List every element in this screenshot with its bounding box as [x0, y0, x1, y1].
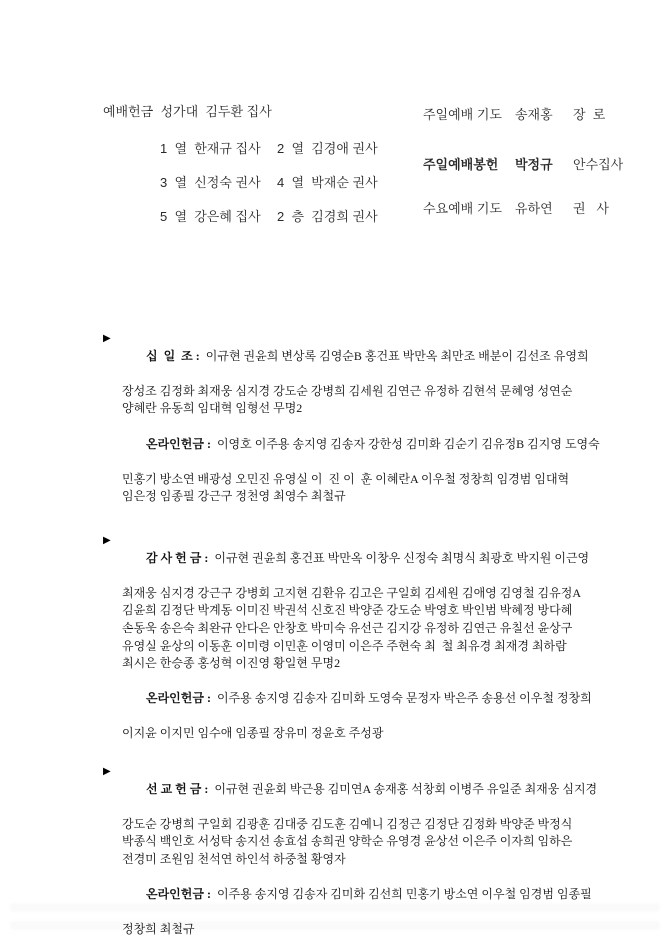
- online-offering-label: 온라인헌금 :: [146, 887, 211, 902]
- service-role-name: 유하연: [515, 201, 553, 216]
- triangle-bullet-icon: ▶: [103, 766, 111, 778]
- bleed-smudge: [10, 921, 660, 930]
- duty-cell: 3 열 신정숙 권사: [160, 175, 261, 190]
- names-text: 이규현 권윤희 변상록 김영순B 홍건표 박만옥 최만조 배분이 김선조 유영희: [205, 348, 589, 363]
- offering-duty-row: [160, 206, 378, 225]
- duty-cell: 1 열 한재규 집사: [160, 141, 261, 156]
- section-title: 선 교 헌 금 :: [146, 781, 209, 796]
- service-role-row: [423, 198, 609, 217]
- names-line: [122, 763, 623, 816]
- service-role-row: [423, 154, 623, 173]
- service-role-label: 수요예배 기도: [423, 201, 502, 216]
- offering-duty-title: 예배헌금 성가대 김두환 집사: [103, 104, 272, 119]
- section-tithe: [103, 330, 623, 506]
- names-text: 이영호 이주용 송지영 김송자 강한성 김미화 김순기 김유정B 김지영 도영숙: [216, 436, 600, 451]
- duty-cell: 2 층 김경희 권사: [277, 209, 378, 224]
- offering-duty-row: [160, 172, 378, 191]
- online-offering-label: 온라인헌금 :: [146, 691, 211, 706]
- names-line: 최시은 한승종 홍성혁 이진영 황일현 무명2: [122, 656, 341, 671]
- online-names-line: 임은정 임종필 강근구 정천영 최영수 최철규: [122, 489, 346, 504]
- service-role-title: 안수집사: [573, 157, 624, 172]
- names-line: [122, 532, 623, 585]
- names-line: 김윤희 김정단 박계동 이미진 박권석 신호진 박양준 강도순 박영호 박인범 박혜정 방다혜: [122, 603, 573, 618]
- names-line: 유영실 윤상의 이동훈 이미령 이민훈 이영미 이은주 주현숙 최 철 최유경 최재경 최하람: [122, 638, 567, 653]
- names-line: [122, 330, 623, 383]
- online-names-line: [122, 673, 623, 726]
- online-names-line: 민홍기 방소연 배광성 오민진 유영실 이 진 이 훈 이혜란A 이우철 정창희 임경범 임대혁: [122, 471, 570, 486]
- names-text: 이주용 송지영 김송자 김미화 도영숙 문정자 박은주 송용선 이우철 정창희: [216, 691, 592, 706]
- names-text: 이규현 권윤희 홍건표 박만옥 이창우 신정숙 최명식 최광호 박지원 이근영: [214, 550, 590, 565]
- service-role-name: 송재홍: [515, 107, 553, 122]
- online-offering-label: 온라인헌금 :: [146, 436, 211, 451]
- service-role-label: 주일예배 기도: [423, 107, 502, 122]
- offering-duty-row: [160, 138, 378, 157]
- section-title: 십 일 조 :: [146, 348, 200, 363]
- online-names-line: [122, 418, 623, 471]
- service-role-title: 장 로: [573, 107, 606, 122]
- section-title: 감 사 헌 금 :: [146, 550, 209, 565]
- names-text: 이주용 송지영 김송자 김미화 김선희 민홍기 방소연 이우철 임경범 임종필: [216, 887, 592, 902]
- service-roles-block: [423, 104, 648, 216]
- online-names-line: 이지윤 이지민 임수애 임종필 장유미 정윤호 주성광: [122, 726, 384, 741]
- names-line: 강도순 강병희 구일회 김광훈 김대중 김도훈 김예니 김정근 김정단 김정화 박양준 박정식: [122, 816, 573, 831]
- names-text: 이규현 권윤회 박근용 김미연A 송재홍 석창회 이병주 유일준 최재웅 심지경: [214, 781, 598, 796]
- triangle-bullet-icon: ▶: [103, 333, 111, 344]
- service-role-label: 주일예배봉헌: [423, 157, 499, 172]
- bleed-smudge: [10, 903, 660, 912]
- offering-lists: [103, 330, 623, 939]
- service-role-name: 박정규: [515, 157, 553, 172]
- names-line: 양혜란 유동희 임대혁 임형선 무명2: [122, 401, 303, 416]
- service-role-title: 권 사: [573, 201, 609, 216]
- duty-cell: 4 열 박재순 권사: [277, 175, 378, 190]
- names-line: 박종식 백인호 서성탁 송지선 송효섭 송희권 양학순 유영경 윤상선 이은주 이자희 임하은: [122, 834, 573, 849]
- names-line: 최재웅 심지경 강근구 강병회 고지현 김환유 김고은 구일회 김세원 김애영 김영철 김유정A: [122, 585, 581, 600]
- triangle-bullet-icon: ▶: [103, 534, 111, 546]
- service-role-row: [423, 104, 605, 123]
- section-thanksgiving: [103, 532, 623, 743]
- bleed-through-artifact: [10, 903, 660, 939]
- names-line: 손동욱 송은숙 최완규 안다은 안창호 박미숙 유선근 김지강 유정하 김연근 유칠선 윤상구: [122, 620, 573, 635]
- names-line: 전경미 조원임 천석연 하인석 하중철 황영자: [122, 852, 346, 867]
- offering-duty-block: [103, 101, 378, 224]
- duty-cell: 5 열 강은혜 집사: [160, 209, 261, 224]
- online-names-line: 정창희 최철규: [122, 922, 195, 937]
- names-line: 장성조 김정화 최재웅 심지경 강도순 강병희 김세원 김연근 유정하 김현석 문혜영 성연순: [122, 383, 573, 398]
- duty-cell: 2 열 김경애 권사: [277, 141, 378, 156]
